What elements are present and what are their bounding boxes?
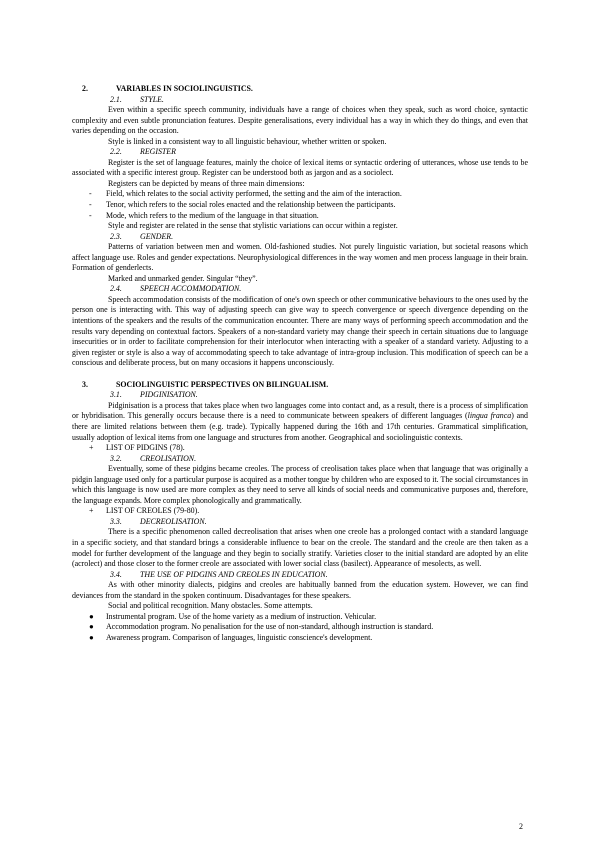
list-item: ● Accommodation program. No penalisation for the use of non-standard, although instruction is standard. xyxy=(89,622,434,632)
list-item: - Mode, which refers to the medium of the language in that situation. xyxy=(89,210,319,220)
dash-list xyxy=(72,189,528,221)
list-item: - Tenor, which refers to the social roles enacted and the relationship between the participants. xyxy=(89,200,396,210)
list-item: ● Awareness program. Comparison of languages, linguistic conscience's development. xyxy=(89,632,373,642)
list-item: + LIST OF PIDGINS (78). xyxy=(89,443,185,453)
subsection-heading-2-3: 2.3. GENDER. xyxy=(110,231,174,241)
subsection-heading-2-2: 2.2. REGISTER xyxy=(110,147,176,157)
subsection-heading-2-4: 2.4. SPEECH ACCOMMODATION. xyxy=(110,284,242,294)
paragraph: As with other minority dialects, pidgins and creoles are habitually banned from the education system. However, we can find deviances from the standard in the spoken continuum. Disadvantages for these speakers. xyxy=(72,580,528,600)
paragraph: Pidginisation is a process that takes place when two languages come into contact and, as a result, there is a process of simplification or hybridisation. This generally occurs because there is a need to communicate between speakers of different languages (lingua franca) and there are limited relations between them (e.g. trade). Typically happened during the 16th and 17th centuries. Grammatical simplification, usually adoption of lexical items from one language and structures from another. Geographical and sociolinguistic contexts. xyxy=(72,400,528,442)
emphasis-lingua-franca: lingua franca xyxy=(467,411,512,421)
list-item: + LIST OF CREOLES (79-80). xyxy=(89,506,200,516)
paragraph: There is a specific phenomenon called decreolisation that arises when one creole has a prolonged contact with a standard language in a specific society, and that standard brings a considerable influence to bear on the creole. The standard and the creole are then taken as a model for further development of the language and they begin to socially stratify. Varieties closer to the initial standard are adopted by an elite (acrolect) and those closer to the former creole are associated with lower social class (basilect). Appearance of mesolects, as well. xyxy=(72,527,528,569)
subsection-heading-3-2: 3.2. CREOLISATION. xyxy=(110,453,197,463)
subsection-heading-3-4: 3.4. THE USE OF PIDGINS AND CREOLES IN EDUCATION. xyxy=(110,569,328,579)
page-number: 2 xyxy=(519,822,523,831)
bullet-list xyxy=(72,612,528,644)
paragraph: Style is linked in a consistent way to all linguistic behaviour, whether written or spoken. xyxy=(108,136,387,146)
subsection-heading-3-1: 3.1. PIDGINISATION. xyxy=(110,390,198,400)
paragraph: Eventually, some of these pidgins became creoles. The process of creolisation takes place when that language that was originally a pidgin language used only for a particular purpose is acquired as a mother tongue by children who are exposed to it. The social circumstances in which this language is now used are more complex as they need to serve all kinds of social needs and communicative purposes and, therefore, the language expands. More complex phonologically and grammatically. xyxy=(72,464,528,505)
paragraph: Social and political recognition. Many obstacles. Some attempts. xyxy=(108,601,313,611)
paragraph: Registers can be depicted by means of three main dimensions: xyxy=(108,178,305,188)
list-item: ● Instrumental program. Use of the home variety as a medium of instruction. Vehicular. xyxy=(89,611,377,621)
list-item: - Field, which relates to the social activity performed, the setting and the aim of the interaction. xyxy=(89,189,402,199)
document-body xyxy=(72,84,528,643)
paragraph: Even within a specific speech community, individuals have a range of choices when they speak, such as word choice, syntactic complexity and even subtle pronunciation features. Despite generalisations, every individual has a way in which they do things, and even that varies depending on the occasion. xyxy=(72,105,528,136)
paragraph: Speech accommodation consists of the modification of one's own speech or other communicative behaviours to the ones used by the person one is interacting with. This way of adjusting speech can give way to speech convergence or speech divergence depending on the intentions of the speakers and the results of the communication encounter. There are many ways of performing speech accommodation and the results vary depending on contextual factors. Speakers of a non-standard variety may change their speech in certain situations due to language insecurities or in order to facilitate comprehension for their interlocutor when interacting with a speaker of a standard variety. Adjusting to a given register or style is also a way of accommodating speech to take advantage of intra-group inclusion. This modification of speech can be a conscious and deliberate process, but on many occasions it happens unconsciously. xyxy=(72,294,528,368)
paragraph: Register is the set of language features, mainly the choice of lexical items or syntactic ordering of utterances, whose use tends to be associated with a specific interest group. Register can be understood both as jargon and as a sociolect. xyxy=(72,157,528,178)
paragraph: Marked and unmarked gender. Singular “they”. xyxy=(108,273,258,283)
paragraph: Patterns of variation between men and women. Old-fashioned studies. Not purely linguistic variation, but societal reasons which affect language use. Roles and gender expectations. Neurophysiological differences in the way women and men process language in their brain. Formation of genderlects. xyxy=(72,242,528,273)
section-heading-2: 2. VARIABLES IN SOCIOLINGUISTICS. xyxy=(82,84,253,93)
section-heading-3: 3. SOCIOLINGUISTIC PERSPECTIVES ON BILINGUALISM. xyxy=(82,379,329,389)
subsection-heading-2-1: 2.1. STYLE. xyxy=(110,94,164,104)
subsection-heading-3-3: 3.3. DECREOLISATION. xyxy=(110,516,207,526)
paragraph: Style and register are related in the sense that stylistic variations can occur within a register. xyxy=(108,221,398,231)
